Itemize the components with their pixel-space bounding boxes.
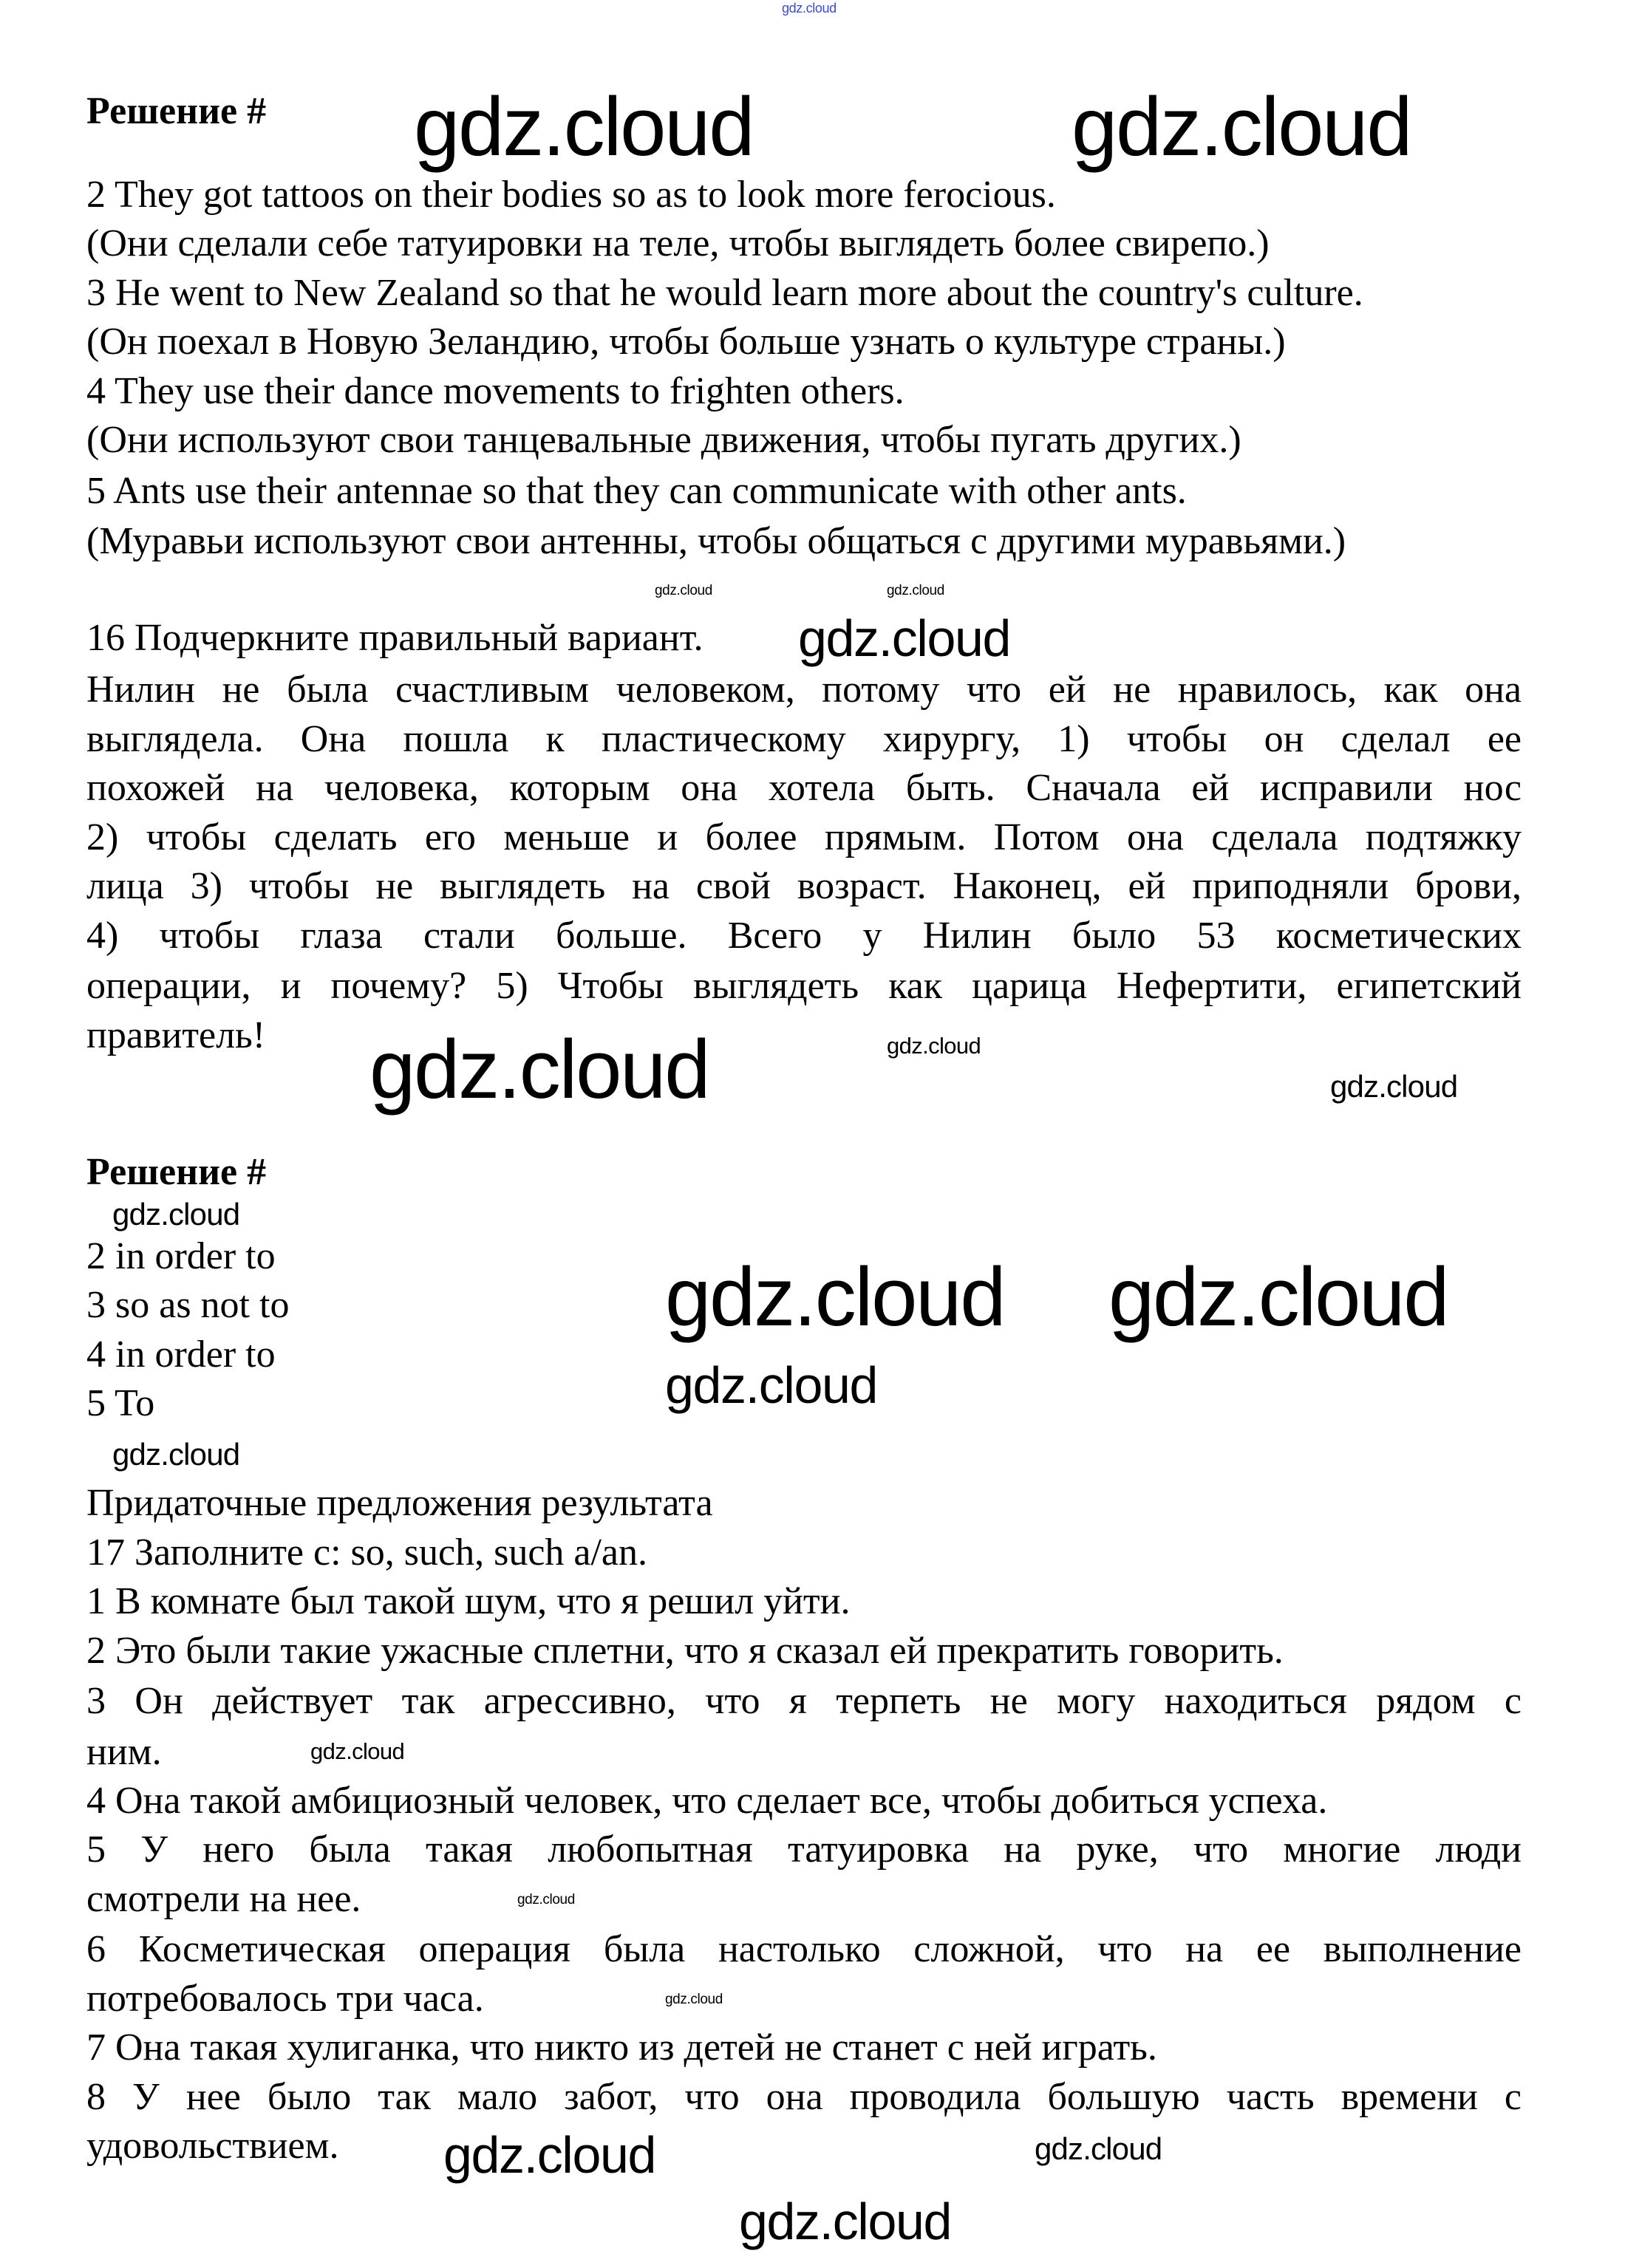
watermark: gdz.cloud [665,1251,1005,1343]
paragraph-line: 2) чтобы сделать его меньше и более прямым. Потом она сделала подтяжку [86,816,1522,858]
exercise-line: 1 В комнате был такой шум, что я решил уйти. [86,1580,851,1622]
watermark: gdz.cloud [887,1033,981,1059]
paragraph-line: Нилин не была счастливым человеком, потому что ей не нравилось, как она [86,669,1522,711]
exercise-line: 3 Он действует так агрессивно, что я терпеть не могу находиться рядом с [86,1680,1522,1722]
watermark: gdz.cloud [655,583,712,598]
answer-line: 2 They got tattoos on their bodies so as to look more ferocious. [86,174,1056,216]
watermark: gdz.cloud [369,1023,709,1116]
exercise-line: 5 У него была такая любопытная татуировка на руке, что многие люди [86,1828,1522,1871]
paragraph-line: выглядела. Она пошла к пластическому хирургу, 1) чтобы он сделал ее [86,718,1522,760]
exercise-line: удовольствием. [86,2125,339,2167]
answer-line: 5 Ants use their antennae so that they can communicate with other ants. [86,470,1187,512]
watermark: gdz.cloud [1330,1069,1458,1104]
translation-line: (Он поехал в Новую Зеландию, чтобы больше узнать о культуре страны.) [86,321,1286,363]
watermark: gdz.cloud [739,2193,952,2250]
exercise-line: 7 Она такая хулиганка, что никто из детей не станет с ней играть. [86,2026,1157,2069]
watermark: gdz.cloud [782,1,837,16]
exercise-line: смотрели на нее. [86,1878,361,1920]
watermark: gdz.cloud [887,583,944,598]
exercise-title: 17 Заполните с: so, such, such a/an. [86,1531,648,1574]
watermark: gdz.cloud [443,2126,656,2184]
translation-line: (Муравьи используют свои антенны, чтобы общаться с другими муравьями.) [86,520,1346,562]
watermark: gdz.cloud [414,81,754,173]
answer-item: 5 To [86,1382,155,1424]
exercise-line: ним. [86,1731,162,1773]
solution-heading: Решение # [86,1151,267,1193]
watermark: gdz.cloud [665,1992,723,2007]
paragraph-line: операции, и почему? 5) Чтобы выглядеть как царица Нефертити, египетский [86,965,1522,1007]
paragraph-line: правитель! [86,1014,266,1056]
section-title: Придаточные предложения результата [86,1482,713,1524]
watermark: gdz.cloud [517,1892,575,1907]
translation-line: (Они используют свои танцевальные движения, чтобы пугать других.) [86,419,1241,461]
answer-line: 3 He went to New Zealand so that he would learn more about the country's culture. [86,272,1363,314]
watermark: gdz.cloud [1108,1251,1448,1343]
exercise-line: 6 Косметическая операция была настолько сложной, что на ее выполнение [86,1928,1522,1970]
paragraph-line: лица 3) чтобы не выглядеть на свой возраст. Наконец, ей приподняли брови, [86,865,1522,907]
exercise-line: потребовалось три часа. [86,1978,484,2020]
answer-item: 2 in order to [86,1235,276,1277]
watermark: gdz.cloud [112,1197,240,1232]
watermark: gdz.cloud [1072,81,1411,173]
paragraph-line: похожей на человека, которым она хотела быть. Сначала ей исправили нос [86,767,1522,809]
answer-item: 4 in order to [86,1333,276,1376]
exercise-title: 16 Подчеркните правильный вариант. [86,617,704,659]
watermark: gdz.cloud [310,1738,405,1764]
translation-line: (Они сделали себе татуировки на теле, чтобы выглядеть более свирепо.) [86,222,1270,264]
watermark: gdz.cloud [112,1437,240,1472]
solution-heading: Решение # [86,90,267,132]
answer-item: 3 so as not to [86,1284,290,1326]
exercise-line: 8 У нее было так мало забот, что она проводила большую часть времени с [86,2076,1522,2118]
paragraph-line: 4) чтобы глаза стали больше. Всего у Нилин было 53 косметических [86,915,1522,957]
exercise-line: 4 Она такой амбициозный человек, что сделает все, чтобы добиться успеха. [86,1780,1328,1822]
watermark: gdz.cloud [665,1356,878,1414]
watermark: gdz.cloud [1035,2131,1162,2166]
watermark: gdz.cloud [798,609,1011,667]
exercise-line: 2 Это были такие ужасные сплетни, что я сказал ей прекратить говорить. [86,1630,1284,1672]
answer-line: 4 They use their dance movements to frighten others. [86,370,905,412]
